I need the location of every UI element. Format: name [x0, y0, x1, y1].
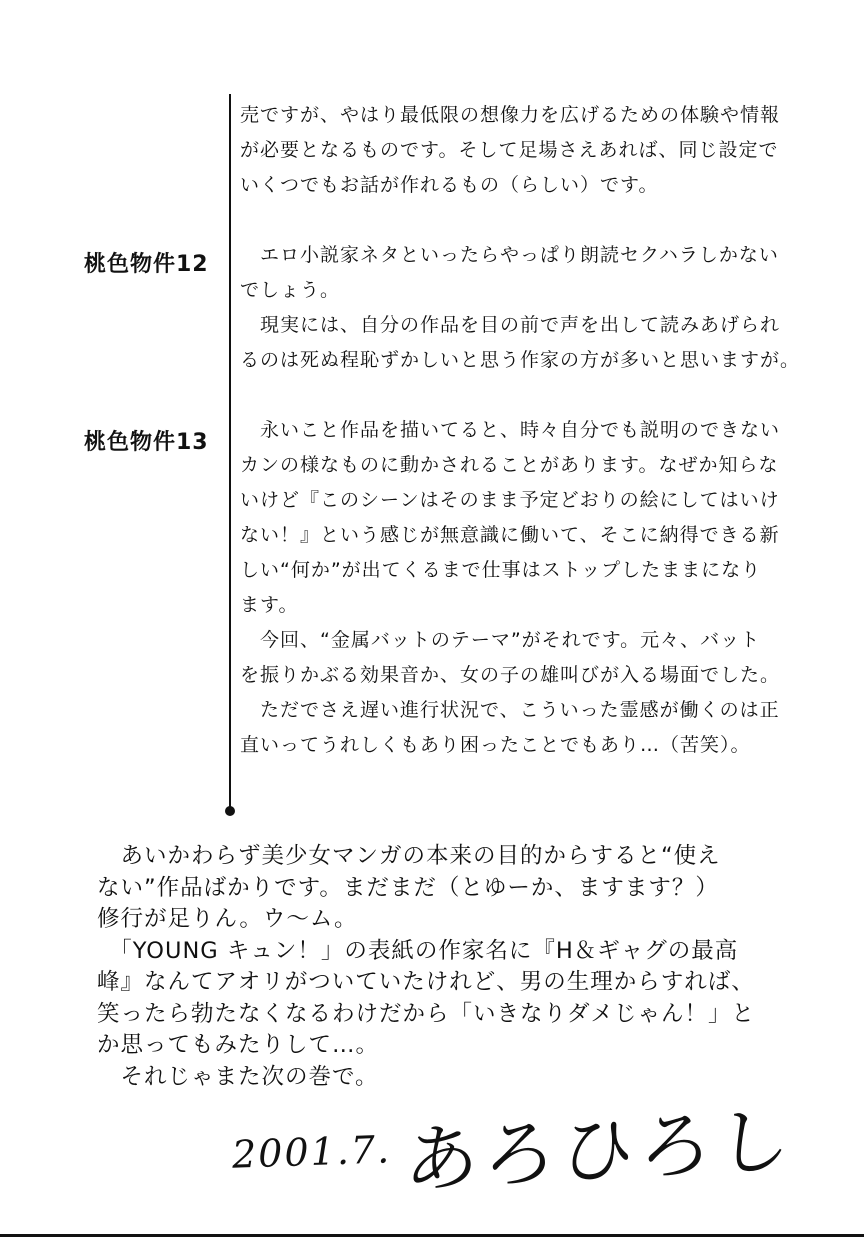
notes-line: るのは死ぬ程恥ずかしいと思う作家の方が多いと思いますが。: [240, 349, 801, 371]
afterword-line: それじゃまた次の巻で。: [97, 1063, 379, 1090]
notes-line: 現実には、自分の作品を目の前で声を出して読みあげられ: [240, 314, 781, 336]
notes-line: ます。: [240, 594, 299, 616]
handwritten-signature: あろひろし: [402, 1097, 797, 1205]
notes-line: が必要となるものです。そして足場さえあれば、同じ設定で: [240, 139, 779, 161]
afterword-line: 修行が足りん。ウ～ム。: [97, 906, 358, 932]
afterword-line: 笑ったら勃たなくなるわけだから「いきなりダメじゃん！」と: [97, 1000, 756, 1027]
notes-line: ない！』という感じが無意識に働いて、そこに納得できる新: [240, 524, 780, 546]
notes-line: いけど『このシーンはそのまま予定どおりの絵にしてはいけ: [240, 489, 780, 511]
afterword-block: [97, 841, 817, 1093]
notes-blank-line: [240, 378, 840, 413]
margin-rule-end-dot: [225, 806, 235, 816]
page-bottom-edge: [0, 1234, 864, 1237]
signature-date: 2001.7.: [231, 1127, 392, 1177]
notes-line: エロ小説家ネタといったらやっぱり朗読セクハラしかない: [240, 244, 779, 266]
notes-line: を振りかぶる効果音か、女の子の雄叫びが入る場面でした。: [240, 664, 781, 686]
notes-line: しい“何か”が出てくるまで仕事はストップしたままになり: [240, 559, 762, 581]
heading-item-13: 桃色物件13: [84, 430, 209, 455]
notes-line: ただでさえ遅い進行状況で、こういった霊感が働くのは正: [240, 699, 780, 721]
margin-rule: [229, 94, 231, 812]
heading-item-12: 桃色物件12: [84, 252, 209, 277]
afterword-line: 峰』なんてアオリがついていたけれど、男の生理からすれば、: [97, 969, 755, 995]
notes-line: 永いこと作品を描いてると、時々自分でも説明のできない: [240, 419, 781, 441]
notes-line: 売ですが、やはり最低限の想像力を広げるための体験や情報: [240, 104, 781, 126]
afterword-line: 「YOUNG キュン！」の表紙の作家名に『H＆ギャグの最高: [97, 937, 739, 964]
afterword-line: あいかわらず美少女マンガの本来の目的からすると“使え: [97, 843, 721, 869]
afterword-line: ない”作品ばかりです。まだまだ（とゆーか、ますます？）: [97, 874, 719, 901]
notes-line: 直いってうれしくもあり困ったことでもあり…（苦笑）。: [240, 734, 751, 756]
notes-block: [240, 98, 840, 763]
notes-line: でしょう。: [240, 279, 341, 301]
notes-line: いくつでもお話が作れるもの（らしい）です。: [240, 174, 659, 196]
notes-blank-line: [240, 203, 840, 238]
signature-area: [0, 1080, 864, 1205]
afterword-line: か思ってもみたりして…。: [97, 1032, 380, 1058]
notes-line: 今回、“金属バットのテーマ”がそれです。元々、バット: [240, 629, 761, 651]
notes-line: カンの様なものに動かされることがあります。なぜか知らな: [240, 454, 779, 476]
